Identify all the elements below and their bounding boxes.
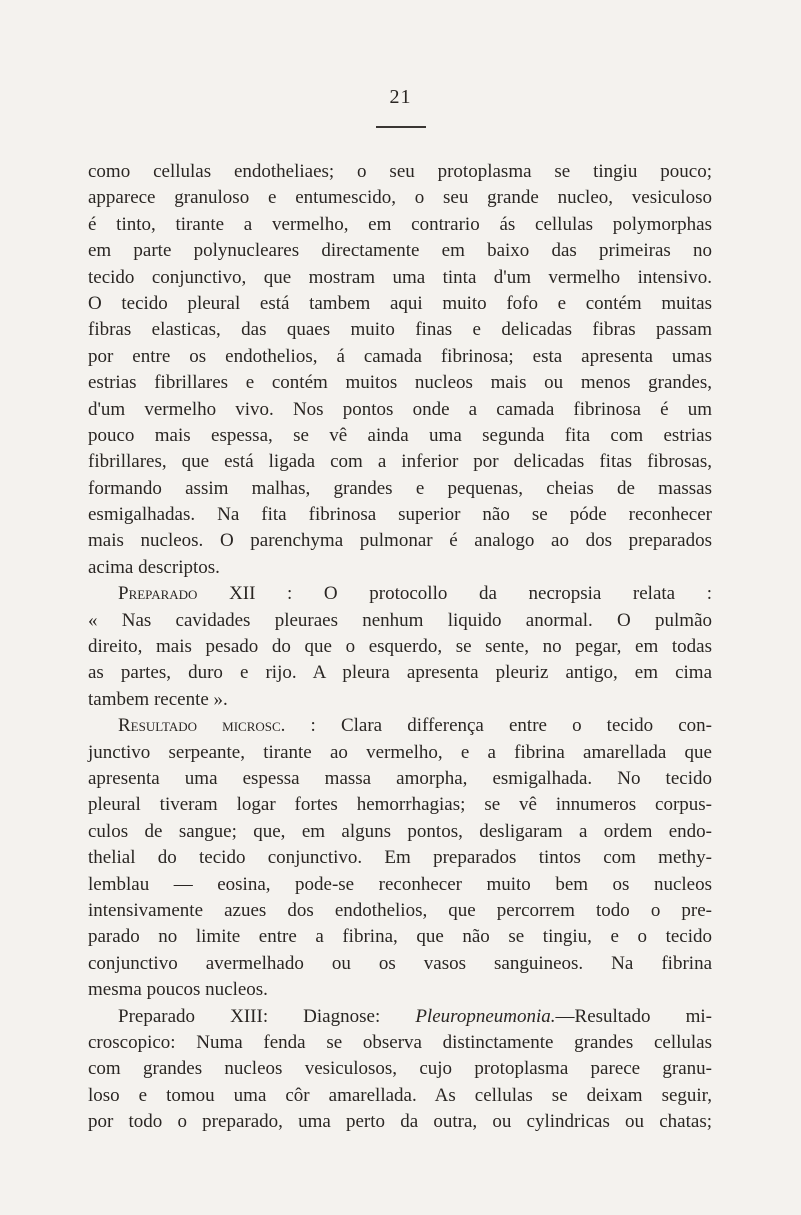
diagnosis-term: Pleuropneumonia. (415, 1005, 556, 1027)
text-line: mesma poucos nucleos. (88, 979, 268, 1001)
text-line: fibrillares, que está ligada com a inferior por delicadas fitas fibrosas, (88, 451, 712, 473)
text-line: por todo o preparado, uma perto da outra, ou cylindricas ou chatas; (88, 1111, 712, 1133)
text-line: conjunctivo avermelhado ou os vasos sanguineos. Na fibrina (88, 952, 712, 974)
text-line: O tecido pleural está tambem aqui muito fofo e contém muitas (88, 292, 712, 314)
text-line: « Nas cavidades pleuraes nenhum liquido anormal. O pulmão (88, 609, 712, 631)
text-line: pleural tiveram logar fortes hemorrhagias; se vê innumeros corpus- (88, 794, 712, 816)
text-line: junctivo serpeante, tirante ao vermelho, e a fibrina amarellada que (88, 741, 712, 763)
text-line: d'um vermelho vivo. Nos pontos onde a camada fibrinosa é um (88, 398, 712, 420)
paragraph-start-line: Preparado XII : O protocollo da necropsia relata : (118, 583, 712, 605)
header-rule (376, 126, 426, 128)
text-line: como cellulas endotheliaes; o seu protoplasma se tingiu pouco; (88, 161, 712, 182)
text-line: apresenta uma espessa massa amorpha, esmigalhada. No tecido (88, 767, 712, 789)
text-line: por entre os endothelios, á camada fibrinosa; esta apresenta umas (88, 345, 712, 367)
text-line: tecido conjunctivo, que mostram uma tinta d'um vermelho intensivo. (88, 266, 712, 288)
text-line: em parte polynucleares directamente em baixo das primeiras no (88, 240, 712, 262)
text-line: mais nucleos. O parenchyma pulmonar é analogo ao dos preparados (88, 530, 712, 552)
text-line: thelial do tecido conjunctivo. Em preparados tintos com methy- (88, 847, 712, 869)
section-lead: Resultado microsc. (118, 715, 286, 737)
text-line: culos de sangue; que, em alguns pontos, desligaram a ordem endo- (88, 820, 712, 842)
text-line: acima descriptos. (88, 556, 220, 578)
paragraph-start-line: Resultado microsc. : Clara differença entre o tecido con- (118, 715, 712, 737)
text-line: esmigalhadas. Na fita fibrinosa superior não se póde reconhecer (88, 504, 712, 526)
text-line: croscopico: Numa fenda se observa distinctamente grandes cellulas (88, 1031, 712, 1053)
text-line: direito, mais pesado do que o esquerdo, se sente, no pegar, em todas (88, 636, 712, 658)
text-line: as partes, duro e rijo. A pleura apresenta pleuriz antigo, em cima (88, 662, 712, 684)
text-line: apparece granuloso e entumescido, o seu grande nucleo, vesiculoso (88, 187, 712, 209)
text-line: pouco mais espessa, se vê ainda uma segunda fita com estrias (88, 424, 712, 446)
text-line: estrias fibrillares e contém muitos nucleos mais ou menos grandes, (88, 372, 712, 394)
text-line: intensivamente azues dos endothelios, que percorrem todo o pre- (88, 899, 712, 921)
text-line: é tinto, tirante a vermelho, em contrario ás cellulas polymorphas (88, 213, 712, 235)
page-number: 21 (389, 86, 412, 108)
body-text (88, 159, 712, 1135)
text-line: formando assim malhas, grandes e pequenas, cheias de massas (88, 477, 712, 499)
text-line: com grandes nucleos vesiculosos, cujo protoplasma parece granu- (88, 1058, 712, 1080)
text-line: lemblau — eosina, pode-se reconhecer muito bem os nucleos (88, 873, 712, 895)
text-line: parado no limite entre a fibrina, que não se tingiu, e o tecido (88, 926, 712, 948)
paragraph-start-line: Preparado XIII: Diagnose: Pleuropneumonia.—Resultado mi- (118, 1005, 712, 1027)
section-lead: Preparado (118, 583, 198, 605)
text-line: tambem recente ». (88, 688, 228, 710)
text-line: loso e tomou uma côr amarellada. As cellulas se deixam seguir, (88, 1084, 712, 1106)
text-line: fibras elasticas, das quaes muito finas e delicadas fibras passam (88, 319, 712, 341)
